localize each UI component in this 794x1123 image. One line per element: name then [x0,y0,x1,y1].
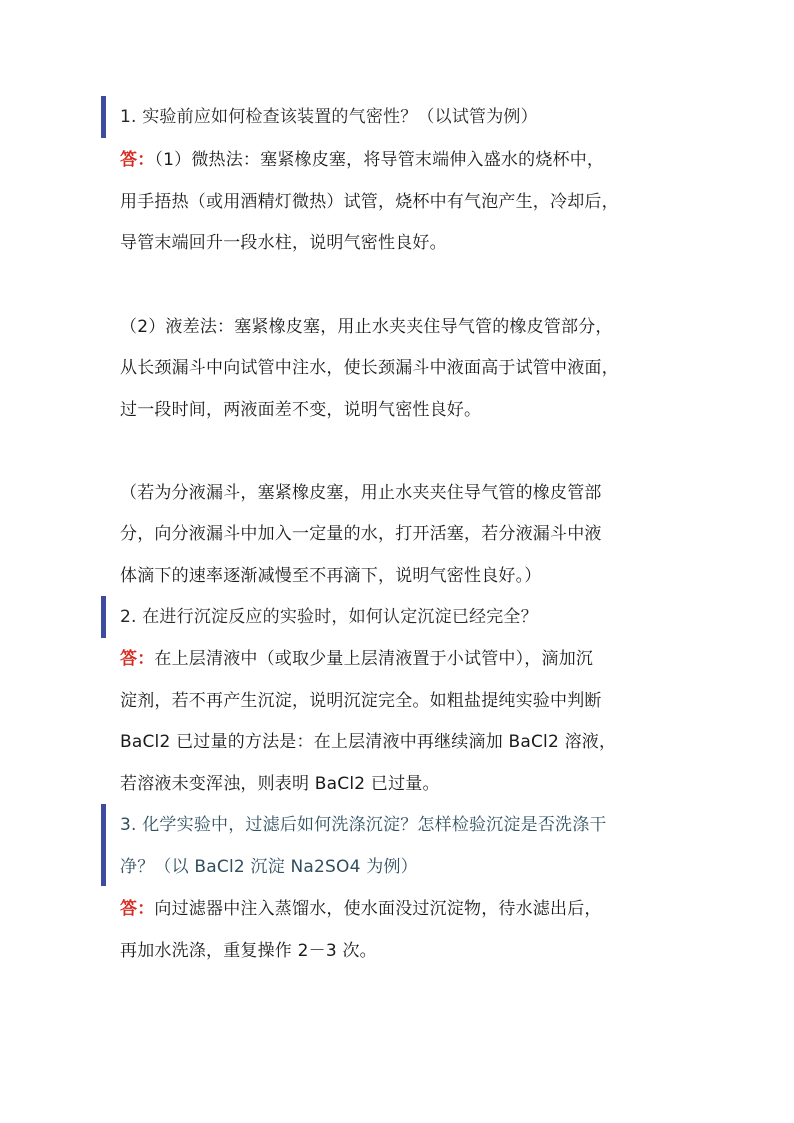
q1-note-line2: 分，向分液漏斗中加入一定量的水，打开活塞，若分液漏斗中液 [120,524,602,544]
question-3-line2: 净？（以 BaCl2 沉淀 Na2SO4 为例） [120,857,418,877]
q2-answer-line-1 [120,648,593,670]
q3-line1: 向过滤器中注入蒸馏水，使水面没过沉淀物，待水滤出后， [154,899,602,919]
question-3-line1: 3. 化学实验中，过滤后如何洗涤沉淀？怎样检验沉淀是否洗涤干 [120,815,607,835]
answer-label: 答： [120,649,155,669]
q1-method2-line1: （2）液差法：塞紧橡皮塞，用止水夹夹住导气管的橡皮管部分， [120,317,613,337]
q2-line2: 淀剂，若不再产生沉淀，说明沉淀完全。如粗盐提纯实验中判断 [120,691,602,711]
q1-method2-line2: 从长颈漏斗中向试管中注水，使长颈漏斗中液面高于试管中液面， [120,358,619,378]
q1-method1-line2: 用手捂热（或用酒精灯微热）试管，烧杯中有气泡产生，冷却后， [120,192,619,212]
answer-label: 答： [120,899,155,919]
question-2-text: 2. 在进行沉淀反应的实验时，如何认定沉淀已经完全？ [120,607,538,627]
q1-method2-line3: 过一段时间，两液面差不变，说明气密性良好。 [120,400,482,420]
q2-line1: 在上层清液中（或取少量上层清液置于小试管中），滴加沉 [154,649,594,669]
q2-line4: 若溶液未变浑浊，则表明 BaCl2 已过量。 [120,774,440,794]
question-1-text: 1. 实验前应如何检查该装置的气密性？（以试管为例） [120,107,538,127]
q1-method1-line3: 导管末端回升一段水柱，说明气密性良好。 [120,233,447,253]
q1-note-line3: 体滴下的速率逐渐减慢至不再滴下，说明气密性良好。） [120,566,542,586]
q2-line3: BaCl2 已过量的方法是：在上层清液中再继续滴加 BaCl2 溶液， [120,732,617,752]
q1-answer-line-1 [120,149,604,171]
q3-answer-line-1 [120,898,602,920]
q3-line2: 再加水洗涤，重复操作 2－3 次。 [120,941,377,961]
q1-method1-line1: （1）微热法：塞紧橡皮塞，将导管末端伸入盛水的烧杯中， [154,150,605,170]
question-1-marker [101,96,106,138]
question-2-marker [101,596,106,638]
answer-label: 答： [120,150,155,170]
question-3-marker [101,804,106,886]
q1-note-line1: （若为分液漏斗，塞紧橡皮塞，用止水夹夹住导气管的橡皮管部 [120,483,602,503]
